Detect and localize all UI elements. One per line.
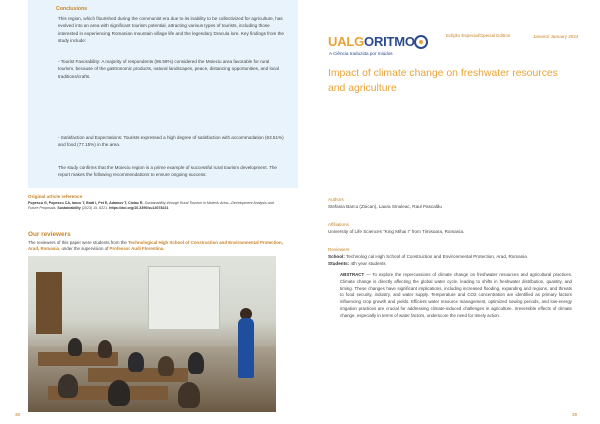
reference-doi-link[interactable]: https://doi.org/10.3390/su14078221 — [109, 206, 169, 210]
article-title: Impact of climate change on freshwater resources and agriculture — [328, 68, 558, 94]
photo-student — [98, 340, 112, 358]
photo-student — [108, 380, 130, 406]
conclusions-paragraph: This region, which flourished during the communist era due to its inability to be collectivized for agriculture, has evolved into an area with significant tourism potential, attracting various types of tourists, including those interested in experiencing Romanian mountain village life and the legendary Dracula lore. Key findings from the study include: — [58, 16, 284, 44]
photo-student — [58, 374, 78, 398]
authors-text: Stefania Barcu (Zoican), Laura Smuleac, Raul Pascalău — [328, 204, 442, 209]
reviewers-text-part: . — [163, 246, 165, 251]
authors-label: Authors — [328, 197, 344, 202]
page-number-right: 39 — [572, 412, 578, 417]
reviewers-supervisor: Professor Audi Florentina — [109, 246, 164, 251]
abstract-text: — To explore the repercussions of climate change on freshwater resources and agricultural practices. Climate change is directly affecting the global water cycle, leading to shifts in freshwater distribution, quantity, and timing. These changes have significant implications, including increased flooding, expanding arid regions, and threats to food security, industry, and water supply. Temperature and CO2 concentration are identified as primary factors influencing crop growth and yields. Efficient water resource management, optimized sowing periods, and low-energy irrigation practices are crucial for addressing climate-induced challenges in agriculture. Irreversible effects of climate change, especially in terms of water factors, underscore the need for timely action. — [340, 272, 572, 318]
reference-authors: Popescu G, Popescu CA, Iancu T, Bratl I, Pet E, Adamov T, Ciolac R. — [28, 201, 144, 205]
reference-article: Sustainability through Rural Tourism in Moieciu Area—Development Analysis and Future Proposals. — [28, 201, 274, 210]
abstract — [340, 272, 572, 320]
photo-student — [158, 356, 174, 376]
photo-student — [68, 338, 82, 356]
logo-subtitle: A Ciência traduzida por miúdos — [329, 51, 393, 56]
logo-part-1: UALG — [328, 34, 365, 49]
logo-part-2: ORITMO — [364, 34, 415, 49]
reviewers-school: Technological High School of Construction and Environmental Protection, Arad, Romania — [28, 240, 283, 251]
classroom-photo — [28, 256, 276, 412]
photo-teacher — [238, 318, 254, 378]
edition-label: Edição Especial/Special Edition — [446, 33, 511, 38]
photo-whiteboard — [148, 266, 220, 330]
issue-date: Janeiro/ January 2024 — [533, 34, 579, 39]
logo-ring-icon — [414, 35, 428, 49]
reference-journal: Sustainability — [57, 206, 81, 210]
reviewers-label: Reviewers — [328, 247, 350, 252]
conclusions-text-area — [28, 0, 298, 188]
photo-door — [36, 272, 62, 334]
original-reference-text — [28, 201, 282, 211]
conclusions-title: Conclusions — [56, 6, 88, 12]
page-number-left: 38 — [15, 412, 21, 417]
conclusions-finding: - Satisfaction and Expectations: Tourists expressed a high degree of satisfaction with accommodation (63.51%) and food (77.15%) in the area. — [58, 135, 284, 148]
conclusions-paragraph: The study confirms that the Moieciu region is a prime example of successful rural tourism development. The report makes the following recommendations to ensure ongoing success: — [58, 165, 277, 178]
students-value: 4th year students — [350, 261, 386, 266]
conclusions-finding: - Tourist Favorability: A majority of respondents (86.59%) considered the Moieciu area favorable for rural tourism, because of the gastronomic products, natural landscapes, peace, distancing opportunities, and local traditions/crafts. — [58, 59, 279, 79]
photo-student — [188, 352, 204, 374]
photo-student — [178, 382, 200, 408]
school-label: School: — [328, 254, 345, 259]
reviewers-text — [28, 240, 288, 252]
reviewers-title: Our reviewers — [28, 231, 71, 238]
reference-citation: (2023) 15, 8221. — [81, 206, 109, 210]
affiliations-label: Affiliations — [328, 222, 349, 227]
original-reference-title: Original article reference — [28, 194, 83, 199]
school-name: Technolog cal High School of Construction and Environmental Protection, Arad, Romania — [346, 254, 527, 259]
reviewers-students-line — [328, 261, 580, 267]
reviewers-text-part: , under the supervision of — [59, 246, 110, 251]
affiliations-text: University of Life Sciences "King Mihai I" from Timisoara, Romania. — [328, 229, 465, 234]
students-label: Students: — [328, 261, 350, 266]
ualgoritmo-logo — [328, 34, 415, 49]
photo-student — [128, 352, 144, 372]
abstract-label: ABSTRACT — [340, 272, 365, 277]
reviewers-school-line — [328, 254, 580, 260]
reviewers-text-part: The reviewers of this paper were students from the — [28, 240, 129, 245]
